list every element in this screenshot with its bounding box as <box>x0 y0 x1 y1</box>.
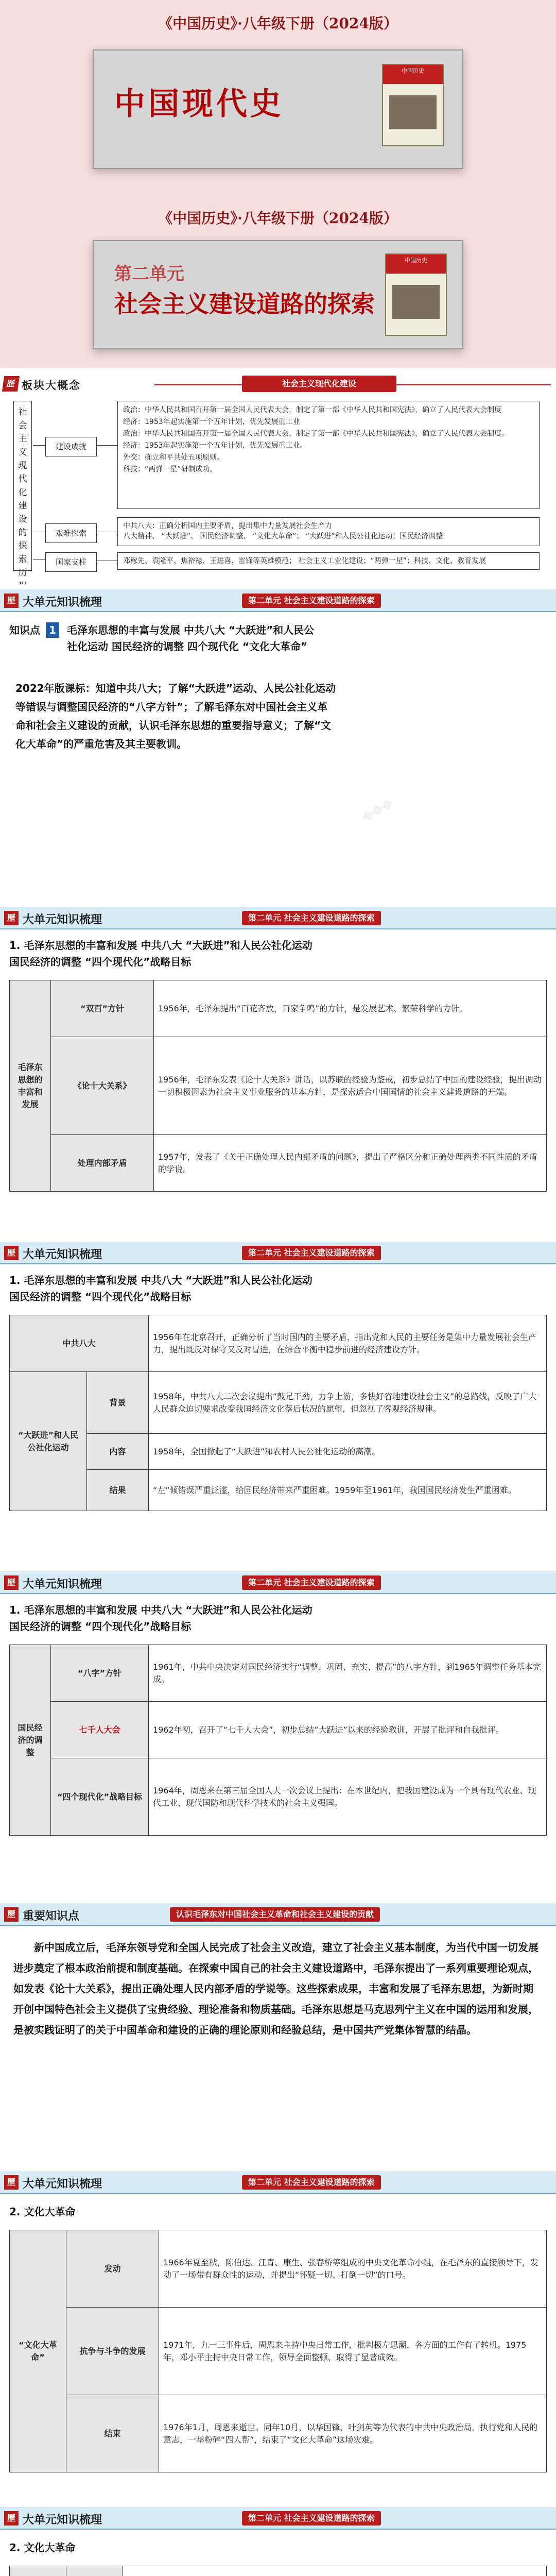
concept-section <box>0 368 556 584</box>
table4-bar-title: 大单元知识梳理 <box>23 2178 102 2191</box>
connector <box>97 445 117 446</box>
ach-item-2: 外交：确立和平共处五项原则。 <box>123 453 224 462</box>
table2-rs-val: “左”倾错误严重泛滥，给国民经济带来严重困难。1959年至1961年，我国国民经济发生严重困难。 <box>149 1470 547 1511</box>
pillars-box: 邓稼先、袁隆平、焦裕禄、王进喜、雷锋等英雄模范； 社会主义工业化建设；“两弹一星”；科技、文化、教育发展 <box>117 552 540 570</box>
cover-title: 《中国历史》·八年级下册（2024版） <box>158 15 398 32</box>
table-row <box>10 1758 547 1836</box>
table1-key-1: 《论十大关系》 <box>51 1037 154 1135</box>
table-row <box>10 2308 547 2395</box>
section-marker-icon: 歷 <box>4 1907 19 1922</box>
section-marker-icon: 歷 <box>2 376 20 392</box>
table1-pill: 第二单元 社会主义建设道路的探索 <box>242 911 381 925</box>
table3-key-0: “八字”方针 <box>51 1645 149 1702</box>
kp-number: 1 <box>46 622 59 638</box>
table2-bg-key: 背景 <box>87 1372 149 1434</box>
important-bar <box>0 1903 556 1926</box>
ach-politics: 政治：中华人民共和国召开第一届全国人民代表大会，制定了第一部《中华人民共和国宪法》，确立了人民代表大会制度 <box>123 406 501 414</box>
kp-label-text: 知识点 <box>9 624 40 636</box>
book-illustration-2 <box>392 285 440 319</box>
table4-key-0: 发动 <box>66 2230 159 2308</box>
kp-label <box>9 622 59 638</box>
table2-ct-key: 内容 <box>87 1434 149 1470</box>
panel-title: 中国现代史 <box>114 86 284 122</box>
table-row <box>10 1470 547 1511</box>
book-cover-image-2 <box>385 253 447 336</box>
table3-left: 国民经济的调整 <box>10 1645 51 1836</box>
table2-ct-val: 1958年，全国掀起了“大跃进”和农村人民公社化运动的高潮。 <box>149 1434 547 1470</box>
section-marker-icon: 歷 <box>4 2175 19 2190</box>
kp-line-1: 毛泽东思想的丰富与发展 中共八大 “大跃进”和人民公 <box>67 624 315 636</box>
branch-pillars: 国家支柱 <box>45 552 97 572</box>
section-marker-icon: 歷 <box>4 2511 19 2526</box>
table4-key-1: 抗争与斗争的发展 <box>66 2308 159 2395</box>
ach-economy: 经济：1953年起实施第一个五年计划，优先发展重工业 <box>123 418 300 426</box>
table4 <box>9 2230 547 2472</box>
table-row <box>10 1702 547 1758</box>
branch-exploration: 艰难探索 <box>45 523 97 543</box>
cover-panel <box>93 49 463 169</box>
pillars-text: 邓稼先、袁隆平、焦裕禄、王进喜、雷锋等英雄模范 <box>123 557 289 565</box>
table1-intro-1: 1. 毛泽东思想的丰富和发展 中共八大 “大跃进”和人民公社化运动 <box>9 939 312 952</box>
table2-r1-val: 1956年在北京召开，正确分析了当时国内的主要矛盾，指出党和人民的主要任务是集中力量发展社会生产力，提出既反对保守又反对冒进，在综合平衡中稳步前进的经济建设方针。 <box>149 1315 547 1372</box>
table1-key-0: “双百”方针 <box>51 980 154 1037</box>
kp-line-2: 社化运动 国民经济的调整 四个现代化 “文化大革命” <box>67 640 308 653</box>
pillars-extra: 社会主义工业化建设；“两弹一星”；科技、文化、教育发展 <box>298 557 486 565</box>
table4-val-0: 1966年夏至秋，陈伯达、江青、康生、张春桥等组成的中央文化革命小组，在毛泽东的直接领导下，发动了一场带有群众性的运动，并提出“怀疑一切、打倒一切”的口号。 <box>159 2230 547 2308</box>
table5-bar <box>0 2507 556 2530</box>
section-marker-icon: 歷 <box>4 911 19 925</box>
concept-bar <box>0 374 556 394</box>
exp-items: 八大精神、 “大跃进”、 国民经济调整、 “文化大革命”； “大跃进”和人民公社化运动；国民经济调整 <box>123 532 443 540</box>
watermark: ◆◆◆ <box>358 793 396 825</box>
exp-item-1: “大跃进” <box>161 532 190 540</box>
table3-bar <box>0 1571 556 1594</box>
exp-8th: 中共八大：正确分析国内主要矛盾，提出集中力量发展社会生产力 <box>123 522 332 530</box>
table5-pill: 第二单元 社会主义建设道路的探索 <box>242 2511 381 2526</box>
req-line-2: 等错误与调整国民经济的“八字方针”；了解毛泽东对中国社会主义革 <box>15 701 328 713</box>
table-row <box>10 2395 547 2472</box>
table1-left: 毛泽东思想的丰富和发展 <box>10 980 51 1192</box>
table1-intro-2: 国民经济的调整 “四个现代化”战略目标 <box>9 956 192 968</box>
concept-root: 社会主义现代化建设的探索历 <box>13 401 32 571</box>
section-marker-icon: 歷 <box>4 1246 19 1260</box>
table3-intro-2: 国民经济的调整 “四个现代化”战略目标 <box>9 1620 192 1633</box>
table2-bar-title: 大单元知识梳理 <box>23 1248 102 1261</box>
table1-key-2: 处理内部矛盾 <box>51 1135 154 1192</box>
table1-bar <box>0 907 556 929</box>
book-label: 中国历史 <box>383 65 443 84</box>
table5-section <box>0 2504 556 2576</box>
table1-val-2: 1957年，发表了《关于正确处理人民内部矛盾的问题》，提出了严格区分和正确处理两类不同性质的矛盾的学说。 <box>154 1135 547 1192</box>
table5-key-0 <box>66 2566 123 2576</box>
cover-panel-2 <box>93 240 463 349</box>
achievements-box <box>117 401 540 509</box>
table2-r2-key: “大跃进”和人民公社化运动 <box>10 1372 87 1511</box>
table4-section <box>0 2168 556 2504</box>
cover-section-2 <box>0 197 556 368</box>
knowledge-bar <box>0 589 556 612</box>
table1-section <box>0 904 556 1239</box>
ach-item-3: 科技：“两弹一星”研制成功。 <box>123 465 217 473</box>
req-line-1: 2022年版课标：知道中共八大；了解“大跃进”运动、人民公社化运动 <box>15 682 336 694</box>
table5-bar-title: 大单元知识梳理 <box>23 2514 102 2527</box>
panel-unit-title: 社会主义建设道路的探索 <box>114 290 375 318</box>
section-marker-icon: 歷 <box>4 1575 19 1590</box>
table3-val-2: 1964年，周恩来在第三届全国人大一次会议上提出：在本世纪内，把我国建设成为一个具有现代农业、现代工业、现代国防和现代科学技术的社会主义强国。 <box>149 1758 547 1836</box>
exp-item-3: “文化大革命” <box>252 532 297 540</box>
table3 <box>9 1645 547 1836</box>
table2-bg-val: 1958年，中共八大二次会议提出“鼓足干劲，力争上游，多快好省地建设社会主义”的总路线，反映了广大人民群众迫切要求改变我国经济文化落后状况的愿望，但忽视了客观经济规律。 <box>149 1372 547 1434</box>
table3-section <box>0 1568 556 1900</box>
knowledge-bar-title: 大单元知识梳理 <box>23 596 102 609</box>
table5-val-0 <box>123 2566 547 2576</box>
important-paragraph: 新中国成立后，毛泽东领导党和全国人民完成了社会主义改造，建立了社会主义基本制度，为当代中国一切发展进步奠定了根本政治前提和制度基础。在探索中国自己的社会主义建设道路中，毛泽东提出了一系列重要理论观点，如发表《论十大关系》，提出正确处理人民内部矛盾的学说等。这些探索成果，丰富和发展了毛泽东思想，为新时期开创中国特色社会主义提供了宝贵经验、理论准备和物质基础。毛泽东思想是马克思列宁主义在中国的运用和发展，是被实践证明了的关于中国革命和建设的正确的理论原则和经验总结，是中国共产党集体智慧的结晶。 <box>13 1941 538 2036</box>
cover-section-1 <box>0 0 556 197</box>
table-row <box>10 2230 547 2308</box>
table1-val-1: 1956年，毛泽东发表《论十大关系》讲话，以苏联的经验为鉴戒，初步总结了中国的建设经验，提出调动一切积极因素为社会主义事业服务的基本方针，是探索适合中国国情的社会主义建设道路的开端。 <box>154 1037 547 1135</box>
table2-r1-key: 中共八大 <box>10 1315 149 1372</box>
table2 <box>9 1315 547 1511</box>
table-row <box>10 1037 547 1135</box>
table-row <box>10 2566 547 2576</box>
book-cover-image <box>382 64 444 146</box>
table1 <box>9 980 547 1192</box>
important-pill: 认识毛泽东对中国社会主义革命和社会主义建设的贡献 <box>170 1907 380 1922</box>
table2-section <box>0 1239 556 1568</box>
table3-key-2: “四个现代化”战略目标 <box>51 1758 149 1836</box>
table5 <box>9 2566 547 2576</box>
table4-key-2: 结束 <box>66 2395 159 2472</box>
important-section <box>0 1900 556 2168</box>
table-row <box>10 980 547 1037</box>
knowledge-section <box>0 584 556 904</box>
exp-item-0: 八大精神 <box>123 532 152 540</box>
table2-bar <box>0 1242 556 1264</box>
concept-pill: 社会主义现代化建设 <box>242 376 396 392</box>
table2-pill: 第二单元 社会主义建设道路的探索 <box>242 1246 381 1260</box>
exp-tail: “大跃进”和人民公社化运动；国民经济调整 <box>305 532 443 540</box>
ach-item-1: 经济：1953年起实施第一个五年计划，优先发展重工业。 <box>123 442 307 450</box>
table-row <box>10 1315 547 1372</box>
req-line-3: 命和社会主义建设的贡献，认识毛泽东思想的重要指导意义；了解“文 <box>15 719 332 732</box>
table3-val-0: 1961年，中共中央决定对国民经济实行“调整、巩固、充实、提高”的八字方针，到1965年调整任务基本完成。 <box>149 1645 547 1702</box>
table3-intro-1: 1. 毛泽东思想的丰富和发展 中共八大 “大跃进”和人民公社化运动 <box>9 1604 312 1616</box>
table-row <box>10 1135 547 1192</box>
table4-val-2: 1976年1月，周恩来逝世。同年10月，以华国锋、叶剑英等为代表的中共中央政治局，执行党和人民的意志，一举粉碎“四人帮”，结束了“文化大革命”这场灾难。 <box>159 2395 547 2472</box>
ach-item-0: 政治：中华人民共和国召开第一届全国人民代表大会，制定了第一部《中华人民共和国宪法》，确立了人民代表大会制度。 <box>123 430 509 438</box>
knowledge-pill: 第二单元 社会主义建设道路的探索 <box>242 594 381 608</box>
table2-rs-key: 结果 <box>87 1470 149 1511</box>
exploration-box <box>117 517 540 546</box>
table5-left <box>10 2566 66 2576</box>
table4-bar <box>0 2171 556 2194</box>
section-marker-icon: 歷 <box>4 594 19 608</box>
table-row <box>10 1645 547 1702</box>
table-row <box>10 1372 547 1434</box>
table2-intro-1: 1. 毛泽东思想的丰富和发展 中共八大 “大跃进”和人民公社化运动 <box>9 1274 312 1286</box>
table-row <box>10 1434 547 1470</box>
branch-achievements: 建设成就 <box>45 437 97 456</box>
req-line-4: 化大革命”的严重危害及其主要教训。 <box>15 738 187 750</box>
table4-left: “文化大革命” <box>10 2230 66 2472</box>
table4-intro: 2. 文化大革命 <box>9 2206 76 2218</box>
table2-intro-2: 国民经济的调整 “四个现代化”战略目标 <box>9 1291 192 1303</box>
connector <box>33 445 45 446</box>
exp-item-2: 国民经济调整 <box>200 532 244 540</box>
table5-intro: 2. 文化大革命 <box>9 2541 76 2554</box>
concept-bar-title: 板块大概念 <box>22 379 81 392</box>
table3-key-1: 七千人大会 <box>51 1702 149 1758</box>
book-label-2: 中国历史 <box>386 255 446 274</box>
table1-val-0: 1956年，毛泽东提出“百花齐放，百家争鸣”的方针，是发展艺术、繁荣科学的方针。 <box>154 980 547 1037</box>
table1-bar-title: 大单元知识梳理 <box>23 913 102 926</box>
table4-pill: 第二单元 社会主义建设道路的探索 <box>242 2175 381 2190</box>
cover-title-2: 《中国历史》·八年级下册（2024版） <box>158 210 398 227</box>
table3-pill: 第二单元 社会主义建设道路的探索 <box>242 1575 381 1590</box>
book-illustration <box>389 95 437 129</box>
table3-val-1: 1962年初，召开了“七千人大会”，初步总结“大跃进”以来的经验教训，开展了批评和自我批评。 <box>149 1702 547 1758</box>
table4-val-1: 1971年，九一三事件后，周恩来主持中央日常工作，批判极左思潮，各方面的工作有了转机。1975年，邓小平主持中央日常工作，领导全面整顿，取得了显著成效。 <box>159 2308 547 2395</box>
panel-unit: 第二单元 <box>114 264 184 284</box>
important-bar-title: 重要知识点 <box>23 1910 80 1923</box>
table3-bar-title: 大单元知识梳理 <box>23 1578 102 1591</box>
